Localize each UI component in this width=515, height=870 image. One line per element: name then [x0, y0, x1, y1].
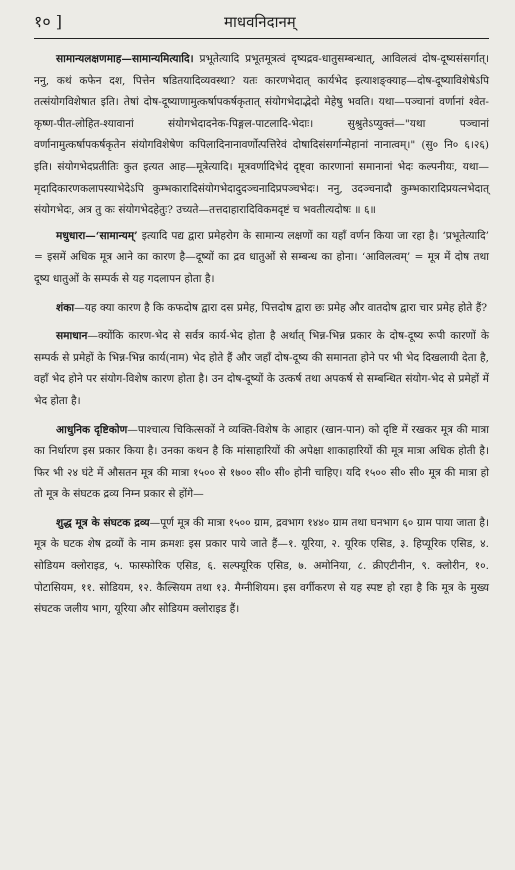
samadhan-paragraph — [34, 326, 489, 412]
madhudhara-lead: मधुधारा—‘सामान्यम्’ — [56, 229, 138, 242]
madhudhara-text: इत्यादि पद्य द्वारा प्रमेहरोग के सामान्य लक्षणों का यहाँ वर्णन किया जा रहा है। ‘प्रभूतेत्यादि’ = इसमें अधिक मूत्र आने का कारण है—दूष्यों का द्रव धातुओं से सम्बन्ध का होना। ‘आविलत्वम्’ = मूत्र में दोष तथा दूष्य धातुओं के सम्पर्क से यह गदलापन होता है। — [34, 229, 489, 285]
adhunik-text: —पाश्चात्य चिकित्सकों ने व्यक्ति-विशेष के आहार (खान-पान) को दृष्टि में रखकर मूत्र की मात्रा का निर्धारण इस प्रकार किया है। उनका कथन है कि मांसाहारियों की अपेक्षा शाकाहारियों की मूत्र मात्रा अधिक होती है। फिर भी २४ घंटे में औसतन मूत्र की मात्रा १५०० से १७०० सी० सी० होनी चाहिए। यदि १५०० सी० सी० मूत्र की मात्रा हो तो मूत्र के संघटक द्रव्य निम्न प्रकार से होंगे— — [34, 423, 489, 501]
header-rule — [34, 38, 489, 39]
page-header — [34, 10, 489, 34]
sanskrit-commentary — [34, 49, 489, 222]
shuddh-lead: शुद्ध मूत्र के संघटक द्रव्य — [56, 516, 150, 529]
shanka-paragraph — [34, 298, 489, 320]
running-title: माधवनिदानम् — [224, 13, 296, 31]
shuddh-text: —पूर्ण मूत्र की मात्रा १५०० ग्राम, द्रवभाग १४४० ग्राम तथा घनभाग ६० ग्राम पाया जाता है। मूत्र के घटक शेष द्रव्यों के नाम क्रमशः इस प्रकार पाये जाते हैं—१. यूरिया, २. यूरिक एसिड, ३. हिप्यूरिक एसिड, ४. सोडियम क्लोराइड, ५. फास्फोरिक एसिड, ६. सल्फ्यूरिक एसिड, ७. अमोनिया, ८. क्रीएटीनीन, ९. क्लोरीन, १०. पोटासियम, ११. सोडियम, १२. कैल्सियम तथा १३. मैग्नीशियम। इस वर्गीकरण से यह स्पष्ट हो रहा है कि मूत्र के मुख्य संघटक जलीय भाग, यूरिया और सोडियम क्लोराइड हैं। — [34, 516, 490, 616]
adhunik-lead: आधुनिक दृष्टिकोण — [56, 423, 128, 436]
samadhan-text: —क्योंकि कारण-भेद से सर्वत्र कार्य-भेद होता है अर्थात् भिन्न-भिन्न प्रकार के दोष-दूष्य रूपी कारणों के सम्पर्क से प्रमेहों के भिन्न-भिन्न कार्य(नाम) भेद होते हैं और जहाँ दोष-दूष्य की समानता होने पर भी भेद दिखलायी देता है, वहाँ भेद होने पर संयोग-विशेष कारण होता है। उन दोष-दूष्यों के उत्कर्ष तथा अपकर्ष से सम्बन्धित संयोग-भेद से प्रमेहों में भेद होता है। — [34, 330, 489, 407]
shuddh-paragraph — [34, 513, 489, 621]
madhudhara-paragraph — [34, 226, 489, 291]
shanka-text: —यह क्या कारण है कि कफदोष द्वारा दस प्रमेह, पित्तदोष द्वारा छः प्रमेह और वातदोष द्वारा चार प्रमेह होते हैं? — [74, 301, 488, 314]
sanskrit-text: प्रभूतेत्यादि प्रभूतमूत्रत्वं दृष्यद्रव-धातुसम्बन्धात्, आविलत्वं दोष-दूष्यसंसर्गात्। ननु, कथं कफेन दश, पित्तेन षडितयादिव्यवस्था? यतः कारणभेदात् कार्यभेद इत्याशङ्क्याह—दोष-दूष्याविशेषेऽपि तत्संयोगविशेषात इति। तेषां दोष-दूष्याणामुत्कर्षापकर्षकृतात् संयोगभेदाद्भेदो मेहेषु भवति। यथा—पञ्चानां वर्णानां श्वेत-कृष्ण-पीत-लोहित-श्यावानां संयोगभेदादनेक-पिङ्गल-पाटलादि-भेदाः। सुश्रुतेऽप्युक्तं—"यथा पञ्चानां वर्णानामुत्कर्षापकर्षकृतेन संयोगविशेषेण कपिलादिनानावर्णोत्पत्तिरेवं दोषादिसंसर्गान्मेहानां नानात्वम्।" (सु० नि० ६।२६) इति। संयोगभेदप्रतीतिः कुत इत्यत आह—मूत्रेत्यादि। मूत्रवर्णादिभेदं दृष्ट्वा कारणानां समानानां भेदः कल्पनीयः, यथा—मृदादिकारणकलापस्याभेदेऽपि कुम्भकारादिसंयोगभेदादुदञ्चनादिप्रपञ्चभेदः। ननु, उदञ्चनादौ कुम्भकारादिप्रयत्नभेदात् संयोगभेदः, अत्र तु कः संयोगभेदहेतुः? उच्यते—तत्तदाहारादिविकमदृष्टं च भवतीत्यदोषः ॥ ६॥ — [34, 53, 489, 217]
sanskrit-lead: सामान्यलक्षणमाह—सामान्यमित्यादि। — [56, 53, 194, 65]
samadhan-lead: समाधान — [56, 330, 88, 343]
page-number: १० ] — [34, 12, 62, 31]
adhunik-paragraph — [34, 420, 489, 506]
shanka-lead: शंका — [56, 301, 75, 314]
